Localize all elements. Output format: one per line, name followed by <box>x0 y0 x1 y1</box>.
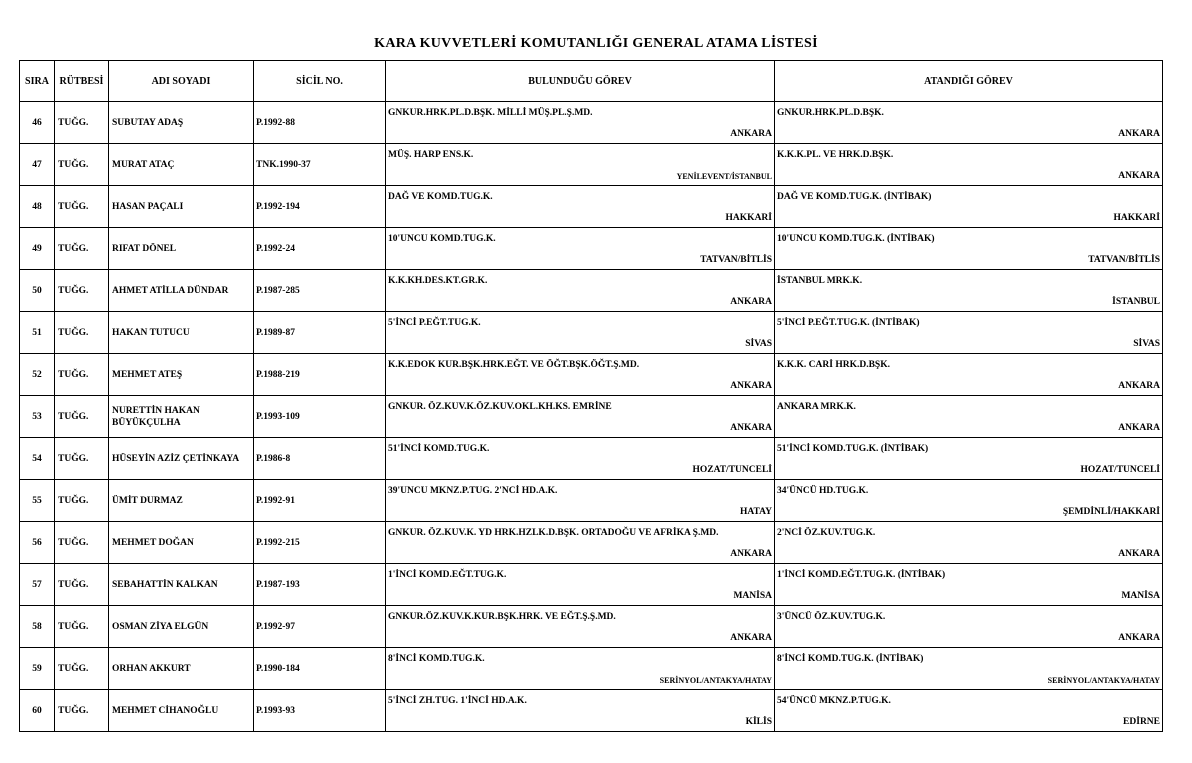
cell-sira: 54 <box>20 438 55 480</box>
table-row <box>20 396 1163 438</box>
bulundugu-gorev-location: ANKARA <box>730 549 772 559</box>
bulundugu-gorev-location: ANKARA <box>730 297 772 307</box>
header-bulundugu-gorev: BULUNDUĞU GÖREV <box>386 61 775 102</box>
bulundugu-gorev-location: ANKARA <box>730 423 772 433</box>
header-atandigi-gorev: ATANDIĞI GÖREV <box>775 61 1163 102</box>
atandigi-gorev-location: ŞEMDİNLİ/HAKKARİ <box>1062 507 1160 517</box>
atandigi-gorev-unit: K.K.K. CARİ HRK.D.BŞK. <box>777 360 890 370</box>
cell-sira: 60 <box>20 690 55 732</box>
bulundugu-gorev-unit: DAĞ VE KOMD.TUG.K. <box>388 192 493 202</box>
cell-bulundugu-gorev <box>386 354 775 396</box>
cell-sicil-no: P.1992-24 <box>254 228 386 270</box>
atandigi-gorev-unit: GNKUR.HRK.PL.D.BŞK. <box>777 108 884 118</box>
table-row <box>20 648 1163 690</box>
bulundugu-gorev-unit: 5'İNCİ P.EĞT.TUG.K. <box>388 318 481 328</box>
cell-atandigi-gorev <box>775 186 1163 228</box>
cell-atandigi-gorev <box>775 396 1163 438</box>
table-row <box>20 102 1163 144</box>
cell-rutbe: TUĞG. <box>55 648 109 690</box>
table-row <box>20 312 1163 354</box>
cell-sicil-no: P.1992-88 <box>254 102 386 144</box>
cell-bulundugu-gorev <box>386 480 775 522</box>
cell-atandigi-gorev <box>775 228 1163 270</box>
cell-ad-soyadi: NURETTİN HAKAN BÜYÜKÇULHA <box>109 396 254 438</box>
table-row <box>20 144 1163 186</box>
cell-ad-soyadi: SEBAHATTİN KALKAN <box>109 564 254 606</box>
atandigi-gorev-location: ANKARA <box>1118 129 1160 139</box>
cell-ad-soyadi: HASAN PAÇALI <box>109 186 254 228</box>
bulundugu-gorev-location: YENİLEVENT/İSTANBUL <box>676 172 772 181</box>
cell-bulundugu-gorev <box>386 228 775 270</box>
cell-sira: 59 <box>20 648 55 690</box>
cell-rutbe: TUĞG. <box>55 690 109 732</box>
cell-sira: 50 <box>20 270 55 312</box>
atandigi-gorev-location: İSTANBUL <box>1112 297 1160 307</box>
cell-ad-soyadi: SUBUTAY ADAŞ <box>109 102 254 144</box>
bulundugu-gorev-location: KİLİS <box>745 717 772 727</box>
table-row <box>20 228 1163 270</box>
cell-atandigi-gorev <box>775 438 1163 480</box>
table-body <box>20 102 1163 732</box>
atandigi-gorev-location: ANKARA <box>1118 171 1160 181</box>
atandigi-gorev-unit: 3'ÜNCÜ ÖZ.KUV.TUG.K. <box>777 612 886 622</box>
bulundugu-gorev-unit: 10'UNCU KOMD.TUG.K. <box>388 234 496 244</box>
cell-ad-soyadi: MEHMET ATEŞ <box>109 354 254 396</box>
bulundugu-gorev-unit: 8'İNCİ KOMD.TUG.K. <box>388 654 485 664</box>
cell-sira: 46 <box>20 102 55 144</box>
atandigi-gorev-location: SERİNYOL/ANTAKYA/HATAY <box>1047 676 1160 685</box>
table-row <box>20 438 1163 480</box>
cell-rutbe: TUĞG. <box>55 228 109 270</box>
atandigi-gorev-location: HOZAT/TUNCELİ <box>1080 465 1160 475</box>
bulundugu-gorev-unit: K.K.KH.DES.KT.GR.K. <box>388 276 488 286</box>
atandigi-gorev-unit: 10'UNCU KOMD.TUG.K. (İNTİBAK) <box>777 234 935 244</box>
atandigi-gorev-location: SİVAS <box>1133 339 1160 349</box>
bulundugu-gorev-unit: 39'UNCU MKNZ.P.TUG. 2'NCİ HD.A.K. <box>388 486 558 496</box>
cell-bulundugu-gorev <box>386 270 775 312</box>
bulundugu-gorev-unit: 1'İNCİ KOMD.EĞT.TUG.K. <box>388 570 507 580</box>
cell-rutbe: TUĞG. <box>55 186 109 228</box>
cell-bulundugu-gorev <box>386 648 775 690</box>
cell-rutbe: TUĞG. <box>55 480 109 522</box>
bulundugu-gorev-unit: GNKUR. ÖZ.KUV.K. YD HRK.HZLK.D.BŞK. ORTADOĞU VE AFRİKA Ş.MD. <box>388 528 719 538</box>
bulundugu-gorev-unit: K.K.EDOK KUR.BŞK.HRK.EĞT. VE ÖĞT.BŞK.ÖĞT.Ş.MD. <box>388 360 640 370</box>
atandigi-gorev-unit: 54'ÜNCÜ MKNZ.P.TUG.K. <box>777 696 891 706</box>
cell-rutbe: TUĞG. <box>55 606 109 648</box>
cell-ad-soyadi: RIFAT DÖNEL <box>109 228 254 270</box>
atandigi-gorev-unit: 1'İNCİ KOMD.EĞT.TUG.K. (İNTİBAK) <box>777 570 946 580</box>
cell-bulundugu-gorev <box>386 312 775 354</box>
cell-bulundugu-gorev <box>386 606 775 648</box>
table-header-row <box>20 61 1163 102</box>
bulundugu-gorev-unit: MÜŞ. HARP ENS.K. <box>388 150 474 160</box>
bulundugu-gorev-location: HAKKARİ <box>725 213 772 223</box>
atandigi-gorev-unit: 51'İNCİ KOMD.TUG.K. (İNTİBAK) <box>777 444 929 454</box>
document-title: KARA KUVVETLERİ KOMUTANLIĞI GENERAL ATAMA LİSTESİ <box>374 36 818 51</box>
cell-ad-soyadi: ORHAN AKKURT <box>109 648 254 690</box>
header-rutbe: RÜTBESİ <box>55 61 109 102</box>
cell-sicil-no: P.1993-93 <box>254 690 386 732</box>
cell-sicil-no: P.1990-184 <box>254 648 386 690</box>
table-row <box>20 564 1163 606</box>
cell-ad-soyadi: HÜSEYİN AZİZ ÇETİNKAYA <box>109 438 254 480</box>
cell-atandigi-gorev <box>775 522 1163 564</box>
atandigi-gorev-unit: 34'ÜNCÜ HD.TUG.K. <box>777 486 869 496</box>
atandigi-gorev-unit: DAĞ VE KOMD.TUG.K. (İNTİBAK) <box>777 192 932 202</box>
cell-sira: 47 <box>20 144 55 186</box>
cell-sicil-no: P.1988-219 <box>254 354 386 396</box>
cell-bulundugu-gorev <box>386 564 775 606</box>
atandigi-gorev-unit: 8'İNCİ KOMD.TUG.K. (İNTİBAK) <box>777 654 924 664</box>
cell-rutbe: TUĞG. <box>55 312 109 354</box>
cell-ad-soyadi: OSMAN ZİYA ELGÜN <box>109 606 254 648</box>
atandigi-gorev-location: HAKKARİ <box>1113 213 1160 223</box>
cell-sira: 58 <box>20 606 55 648</box>
bulundugu-gorev-unit: 51'İNCİ KOMD.TUG.K. <box>388 444 490 454</box>
bulundugu-gorev-unit: GNKUR. ÖZ.KUV.K.ÖZ.KUV.OKL.KH.KS. EMRİNE <box>388 402 612 412</box>
bulundugu-gorev-location: TATVAN/BİTLİS <box>700 255 772 265</box>
atandigi-gorev-location: ANKARA <box>1118 381 1160 391</box>
cell-ad-soyadi: MURAT ATAÇ <box>109 144 254 186</box>
cell-ad-soyadi: MEHMET DOĞAN <box>109 522 254 564</box>
cell-sira: 57 <box>20 564 55 606</box>
cell-sira: 49 <box>20 228 55 270</box>
cell-rutbe: TUĞG. <box>55 354 109 396</box>
atandigi-gorev-location: MANİSA <box>1121 591 1160 601</box>
cell-sicil-no: P.1987-285 <box>254 270 386 312</box>
cell-atandigi-gorev <box>775 144 1163 186</box>
cell-rutbe: TUĞG. <box>55 522 109 564</box>
cell-bulundugu-gorev <box>386 396 775 438</box>
cell-sicil-no: P.1992-91 <box>254 480 386 522</box>
cell-ad-soyadi: AHMET ATİLLA DÜNDAR <box>109 270 254 312</box>
cell-rutbe: TUĞG. <box>55 438 109 480</box>
cell-sicil-no: P.1987-193 <box>254 564 386 606</box>
cell-rutbe: TUĞG. <box>55 396 109 438</box>
cell-sira: 48 <box>20 186 55 228</box>
bulundugu-gorev-location: SİVAS <box>745 339 772 349</box>
cell-atandigi-gorev <box>775 312 1163 354</box>
bulundugu-gorev-location: ANKARA <box>730 129 772 139</box>
cell-sicil-no: P.1993-109 <box>254 396 386 438</box>
cell-bulundugu-gorev <box>386 522 775 564</box>
atandigi-gorev-location: EDİRNE <box>1123 717 1160 727</box>
cell-atandigi-gorev <box>775 480 1163 522</box>
cell-sira: 53 <box>20 396 55 438</box>
cell-sira: 51 <box>20 312 55 354</box>
cell-bulundugu-gorev <box>386 102 775 144</box>
cell-bulundugu-gorev <box>386 690 775 732</box>
header-ad-soyadi: ADI SOYADI <box>109 61 254 102</box>
cell-atandigi-gorev <box>775 690 1163 732</box>
atandigi-gorev-location: ANKARA <box>1118 549 1160 559</box>
cell-rutbe: TUĞG. <box>55 102 109 144</box>
atandigi-gorev-location: TATVAN/BİTLİS <box>1088 255 1160 265</box>
atandigi-gorev-unit: 5'İNCİ P.EĞT.TUG.K. (İNTİBAK) <box>777 318 920 328</box>
cell-atandigi-gorev <box>775 648 1163 690</box>
cell-atandigi-gorev <box>775 564 1163 606</box>
atandigi-gorev-unit: 2'NCİ ÖZ.KUV.TUG.K. <box>777 528 876 538</box>
atandigi-gorev-unit: İSTANBUL MRK.K. <box>777 276 863 286</box>
bulundugu-gorev-unit: GNKUR.HRK.PL.D.BŞK. MİLLİ MÜŞ.PL.Ş.MD. <box>388 108 593 118</box>
cell-sira: 56 <box>20 522 55 564</box>
cell-atandigi-gorev <box>775 102 1163 144</box>
header-sira: SIRA <box>20 61 55 102</box>
cell-bulundugu-gorev <box>386 144 775 186</box>
bulundugu-gorev-location: HATAY <box>739 507 772 517</box>
cell-sicil-no: P.1992-194 <box>254 186 386 228</box>
assignment-table <box>19 60 1163 732</box>
cell-atandigi-gorev <box>775 354 1163 396</box>
table-row <box>20 480 1163 522</box>
bulundugu-gorev-location: ANKARA <box>730 381 772 391</box>
cell-rutbe: TUĞG. <box>55 144 109 186</box>
cell-bulundugu-gorev <box>386 186 775 228</box>
atandigi-gorev-unit: K.K.K.PL. VE HRK.D.BŞK. <box>777 150 894 160</box>
cell-sira: 55 <box>20 480 55 522</box>
cell-sicil-no: P.1992-97 <box>254 606 386 648</box>
cell-sicil-no: P.1989-87 <box>254 312 386 354</box>
cell-bulundugu-gorev <box>386 438 775 480</box>
cell-ad-soyadi: HAKAN TUTUCU <box>109 312 254 354</box>
cell-sicil-no: P.1986-8 <box>254 438 386 480</box>
bulundugu-gorev-location: HOZAT/TUNCELİ <box>692 465 772 475</box>
cell-sira: 52 <box>20 354 55 396</box>
table-row <box>20 690 1163 732</box>
atandigi-gorev-location: ANKARA <box>1118 633 1160 643</box>
bulundugu-gorev-location: SERİNYOL/ANTAKYA/HATAY <box>659 676 772 685</box>
cell-ad-soyadi: MEHMET CİHANOĞLU <box>109 690 254 732</box>
bulundugu-gorev-location: MANİSA <box>733 591 772 601</box>
bulundugu-gorev-location: ANKARA <box>730 633 772 643</box>
atandigi-gorev-unit: ANKARA MRK.K. <box>777 402 856 412</box>
cell-atandigi-gorev <box>775 606 1163 648</box>
table-row <box>20 186 1163 228</box>
table-row <box>20 606 1163 648</box>
table-row <box>20 270 1163 312</box>
bulundugu-gorev-unit: GNKUR.ÖZ.KUV.K.KUR.BŞK.HRK. VE EĞT.Ş.Ş.MD. <box>388 612 616 622</box>
cell-ad-soyadi: ÜMİT DURMAZ <box>109 480 254 522</box>
bulundugu-gorev-unit: 5'İNCİ ZH.TUG. 1'İNCİ HD.A.K. <box>388 696 527 706</box>
cell-rutbe: TUĞG. <box>55 270 109 312</box>
cell-rutbe: TUĞG. <box>55 564 109 606</box>
table-row <box>20 354 1163 396</box>
table-row <box>20 522 1163 564</box>
header-sicil-no: SİCİL NO. <box>254 61 386 102</box>
atandigi-gorev-location: ANKARA <box>1118 423 1160 433</box>
cell-atandigi-gorev <box>775 270 1163 312</box>
cell-sicil-no: TNK.1990-37 <box>254 144 386 186</box>
cell-sicil-no: P.1992-215 <box>254 522 386 564</box>
